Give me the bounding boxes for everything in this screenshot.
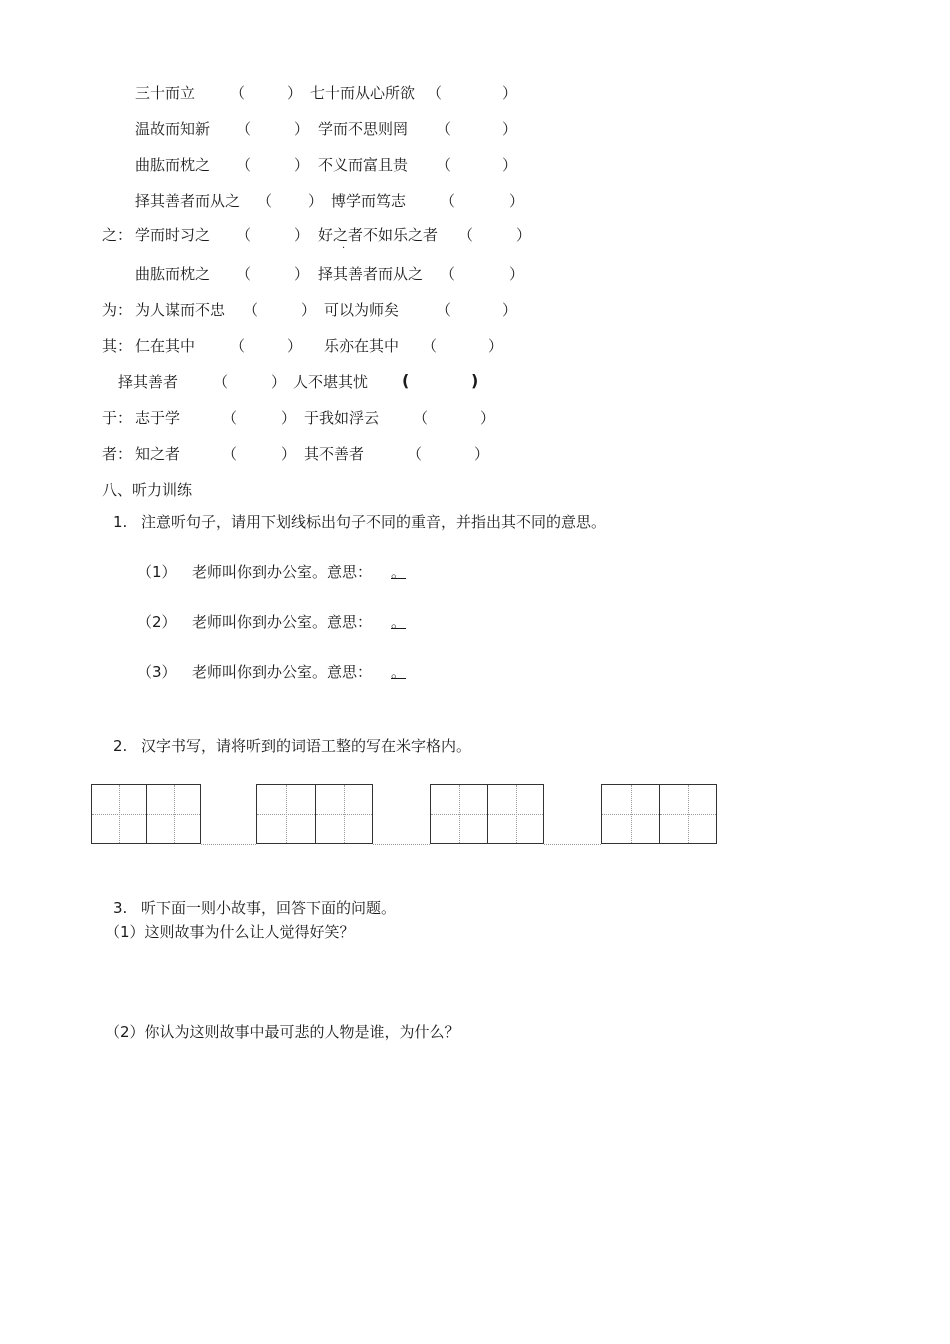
answer-blank[interactable]: 。 (391, 613, 407, 631)
blank-close: ） (502, 301, 518, 319)
phrase: 三十而立 (135, 84, 196, 102)
phrase: 不义而富且贵 (318, 156, 409, 174)
blank-close: ） (281, 445, 297, 463)
blank-open: （ (230, 337, 246, 355)
question-text: 汉字书写，请将听到的词语工整的写在米字格内。 (141, 737, 472, 755)
sub-question: （1）这则故事为什么让人觉得好笑？ (105, 923, 355, 941)
blank-open: （ (257, 192, 273, 210)
blank-close: ） (308, 192, 324, 210)
grid-cell[interactable] (146, 785, 200, 843)
blank-open: （ (422, 337, 438, 355)
blank-open: （ (230, 84, 246, 102)
answer-blank[interactable]: 。 (391, 563, 407, 581)
blank-close: ） (281, 409, 297, 427)
blank-close: ） (488, 337, 504, 355)
blank-close: ） (287, 84, 303, 102)
phrase: 博学而笃志 (331, 192, 407, 210)
question-number: 3. (113, 899, 128, 917)
blank-close: ） (294, 120, 310, 138)
label-wei: 为： (102, 301, 133, 319)
blank-open: （ (427, 84, 443, 102)
blank-close: ） (480, 409, 496, 427)
grid-connector (201, 844, 256, 845)
blank-close: ） (502, 156, 518, 174)
item-number: （2） (137, 613, 177, 631)
blank-close: ） (294, 265, 310, 283)
grid-connector (373, 844, 430, 845)
grid-cell[interactable] (487, 785, 543, 843)
blank-close: ） (301, 301, 317, 319)
blank-open: （ (243, 301, 259, 319)
question-text: 听下面一则小故事，回答下面的问题。 (141, 899, 397, 917)
phrase: 好之者不如乐之者 (318, 226, 439, 244)
blank-open: （ (236, 120, 252, 138)
phrase: 七十而从心所欲 (310, 84, 416, 102)
blank-close: ） (271, 373, 287, 391)
label-yu: 于： (102, 409, 133, 427)
phrase: 学而不思则罔 (318, 120, 409, 138)
blank-open: （ (436, 156, 452, 174)
writing-grid[interactable] (601, 784, 717, 844)
blank-open: （ (413, 409, 429, 427)
item-sentence: 老师叫你到办公室。意思： (192, 663, 373, 681)
label-zhi: 之： (102, 226, 133, 244)
blank-close: ） (502, 84, 518, 102)
blank-open: （ (407, 445, 423, 463)
blank-open: （ (213, 373, 229, 391)
blank-open: （ (222, 409, 238, 427)
phrase: 志于学 (135, 409, 181, 427)
blank-close: ） (502, 120, 518, 138)
blank-close: ） (516, 226, 532, 244)
writing-grid[interactable] (91, 784, 201, 844)
blank-open: （ (458, 226, 474, 244)
label-qi: 其： (102, 337, 133, 355)
grid-cell[interactable] (92, 785, 146, 843)
grid-cell[interactable] (257, 785, 315, 843)
grid-cell[interactable] (315, 785, 372, 843)
grid-connector (544, 844, 601, 845)
blank-open: （ (440, 265, 456, 283)
grid-cell[interactable] (659, 785, 716, 843)
blank-open: （ (222, 445, 238, 463)
writing-grid[interactable] (256, 784, 373, 844)
blank-close: ） (294, 156, 310, 174)
item-number: （3） (137, 663, 177, 681)
blank-open: （ (236, 265, 252, 283)
writing-grid[interactable] (430, 784, 544, 844)
phrase: 知之者 (135, 445, 181, 463)
phrase: 择其善者而从之 (135, 192, 241, 210)
blank-close: ） (509, 192, 525, 210)
blank-open: （ (436, 301, 452, 319)
item-sentence: 老师叫你到办公室。意思： (192, 563, 373, 581)
label-zhe: 者： (102, 445, 133, 463)
question-number: 2. (113, 737, 128, 755)
question-number: 1. (113, 513, 128, 531)
phrase: 学而时习之 (135, 226, 211, 244)
blank-close: ） (509, 265, 525, 283)
blank-close: ） (474, 445, 490, 463)
sub-question: （2）你认为这则故事中最可悲的人物是谁，为什么？ (105, 1023, 460, 1041)
blank-close: ) (471, 371, 479, 390)
phrase: 人不堪其忧 (293, 373, 369, 391)
emphasis-dot: · (342, 243, 346, 254)
grid-cell[interactable] (431, 785, 487, 843)
item-sentence: 老师叫你到办公室。意思： (192, 613, 373, 631)
phrase: 于我如浮云 (304, 409, 380, 427)
phrase: 其不善者 (304, 445, 365, 463)
phrase: 曲肱而枕之 (135, 265, 211, 283)
blank-open: （ (236, 226, 252, 244)
phrase: 温故而知新 (135, 120, 211, 138)
phrase: 为人谋而不忠 (135, 301, 226, 319)
grid-cell[interactable] (602, 785, 659, 843)
phrase: 乐亦在其中 (324, 337, 400, 355)
blank-close: ） (294, 226, 310, 244)
section-title: 八、听力训练 (102, 481, 193, 499)
blank-close: ） (287, 337, 303, 355)
blank-open: （ (436, 120, 452, 138)
phrase: 可以为师矣 (324, 301, 400, 319)
phrase: 择其善者而从之 (318, 265, 424, 283)
phrase: 曲肱而枕之 (135, 156, 211, 174)
phrase: 择其善者 (118, 373, 179, 391)
phrase: 仁在其中 (135, 337, 196, 355)
answer-blank[interactable]: 。 (391, 663, 407, 681)
blank-open: （ (236, 156, 252, 174)
blank-open: （ (440, 192, 456, 210)
item-number: （1） (137, 563, 177, 581)
blank-open: ( (402, 371, 410, 390)
question-text: 注意听句子，请用下划线标出句子不同的重音，并指出其不同的意思。 (141, 513, 607, 531)
